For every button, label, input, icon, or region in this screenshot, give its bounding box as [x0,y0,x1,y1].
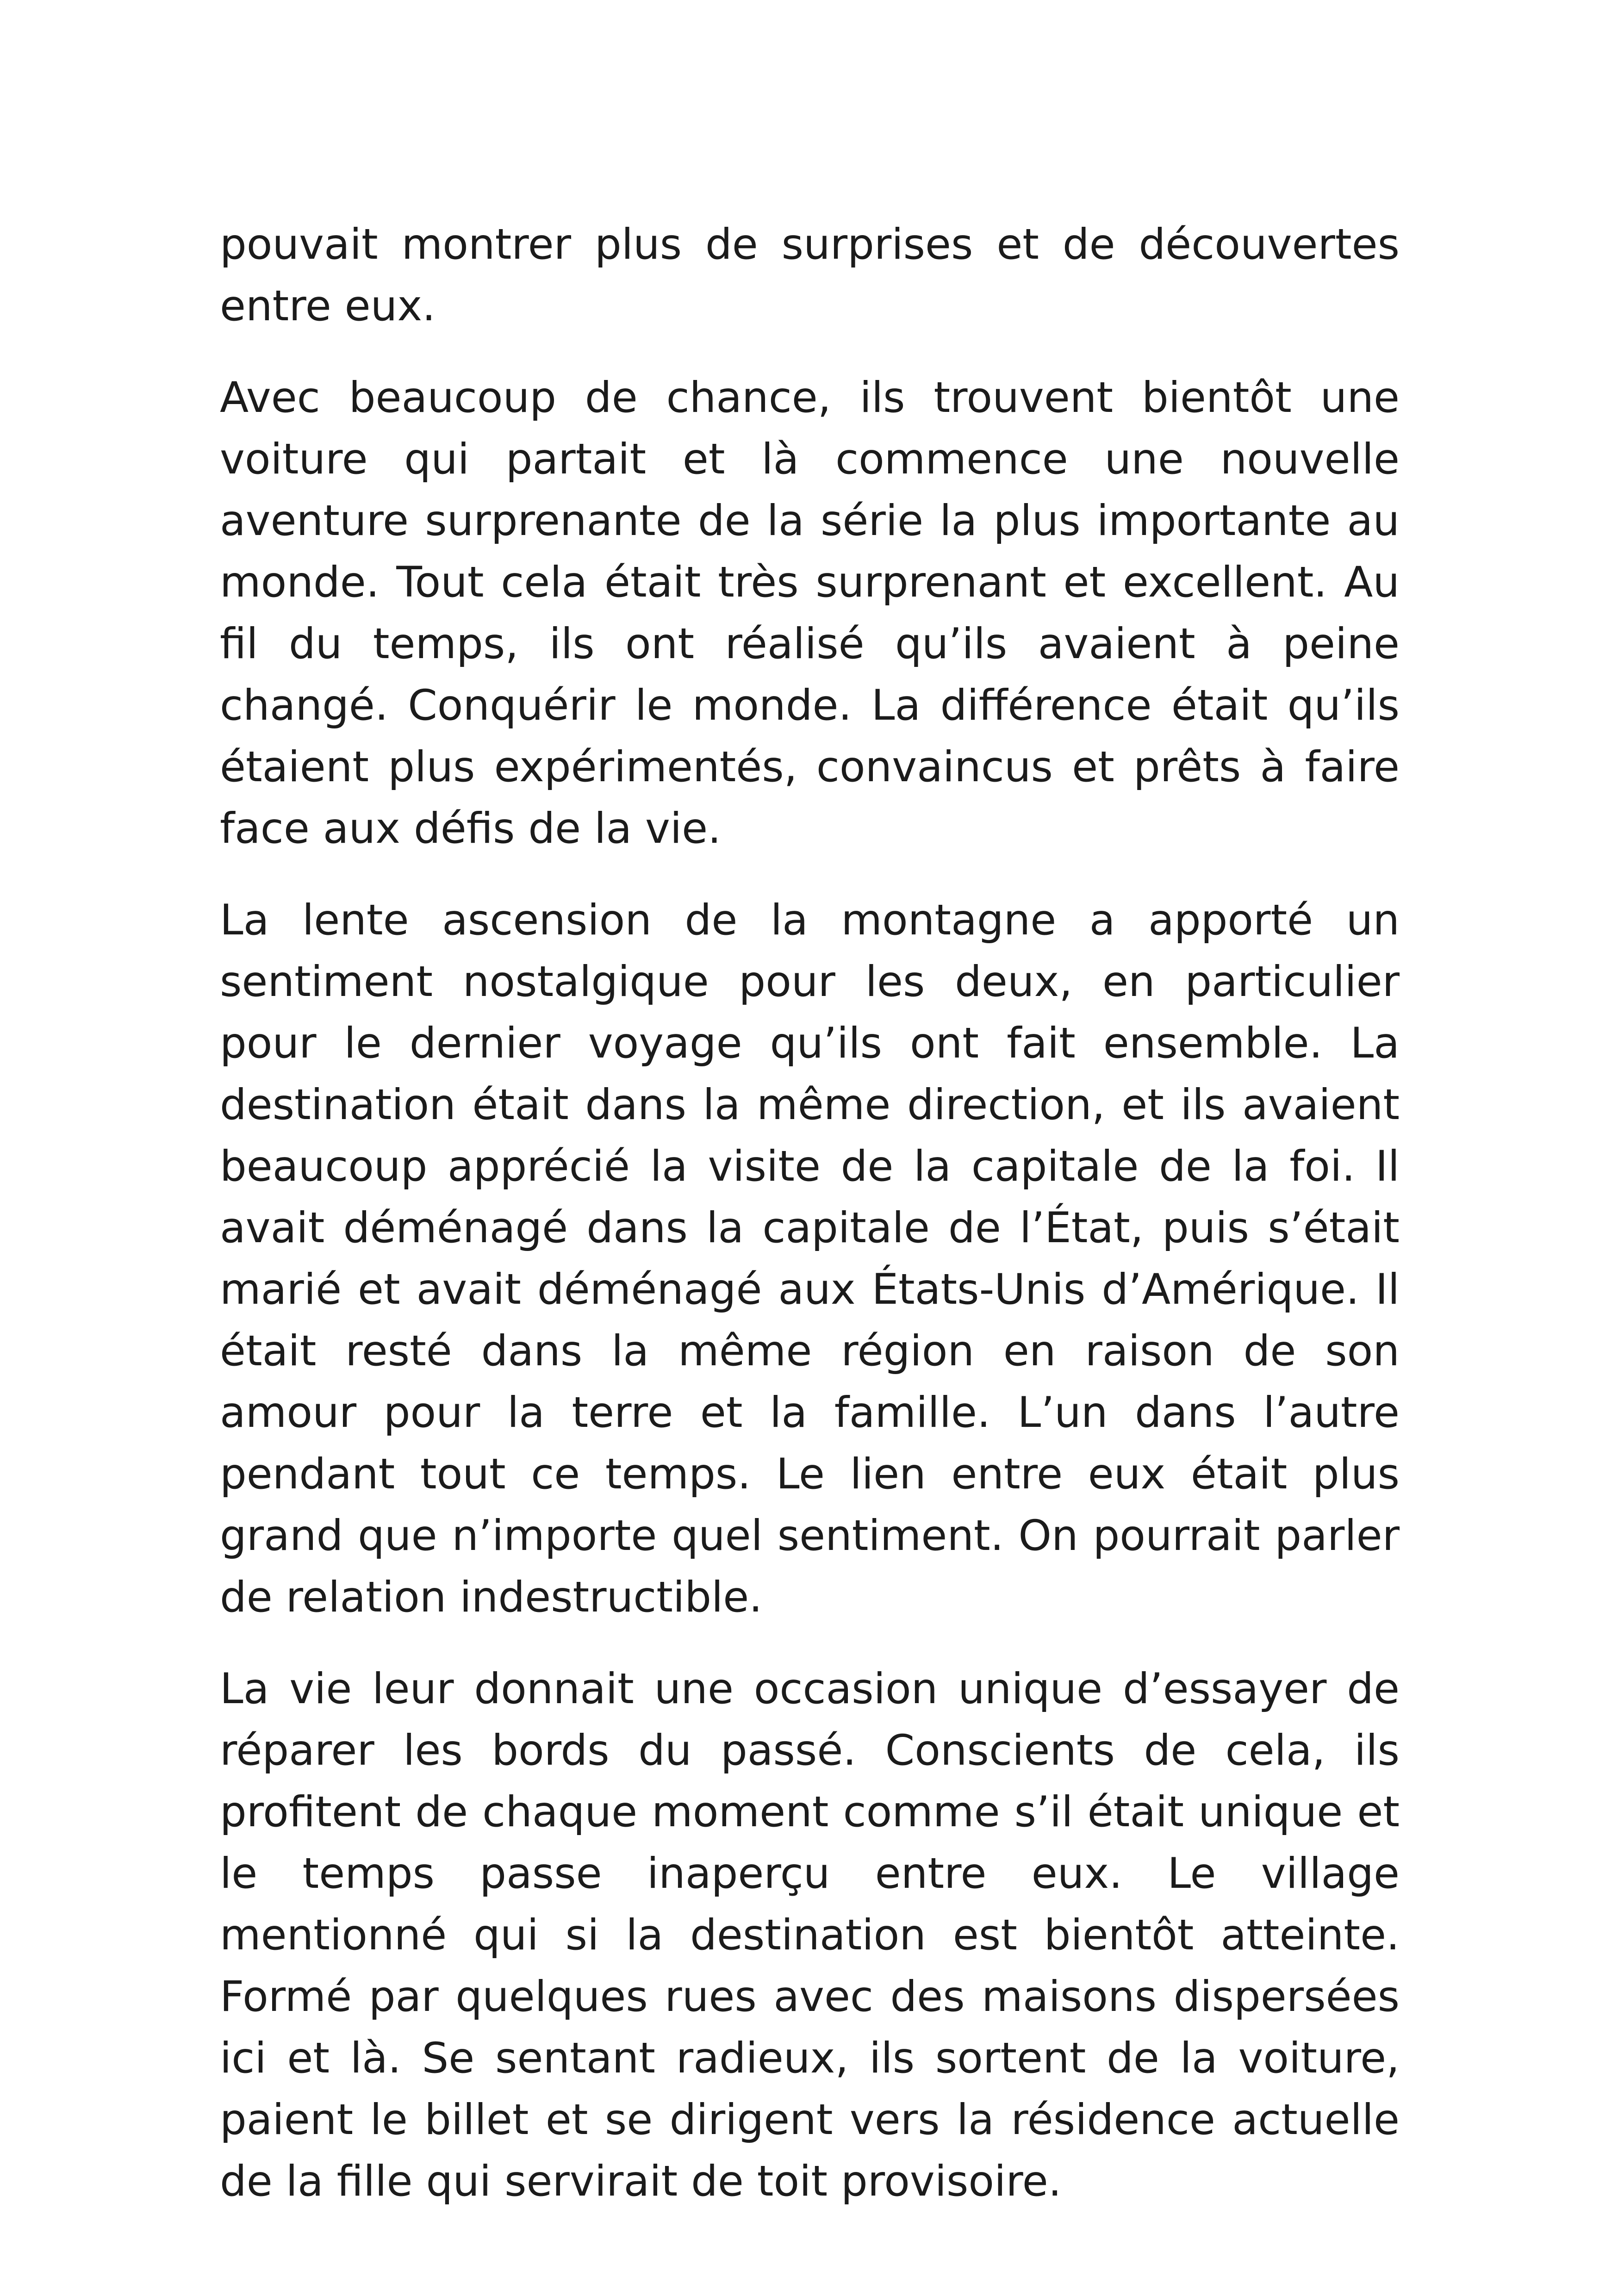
paragraph-3: La lente ascension de la montagne a apporté un sentiment nostalgique pour les deux, en particulier pour le dernier voyage qu’ils ont fait ensemble. La destination était dans la même direction, et ils avaient beaucoup apprécié la visite de la capitale de la foi. Il avait déménagé dans la capitale de l’État, puis s’était marié et avait déménagé aux États-Unis d’Amérique. Il était resté dans la même région en raison de son amour pour la terre et la famille. L’un dans l’autre pendant tout ce temps. Le lien entre eux était plus grand que n’importe quel sentiment. On pourrait parler de relation indestructible. [220,896,1400,1622]
paragraph-2: Avec beaucoup de chance, ils trouvent bientôt une voiture qui partait et là commence une nouvelle aventure surprenante de la série la plus importante au monde. Tout cela était très surprenant et excellent. Au fil du temps, ils ont réalisé qu’ils avaient à peine changé. Conquérir le monde. La différence était qu’ils étaient plus expérimentés, convaincus et prêts à faire face aux défis de la vie. [220,373,1400,853]
body-text [220,214,1400,2212]
paragraph-4: La vie leur donnait une occasion unique d’essayer de réparer les bords du passé. Conscients de cela, ils profitent de chaque moment comme s’il était unique et le temps passe inaperçu entre eux. Le village mentionné qui si la destination est bientôt atteinte. Formé par quelques rues avec des maisons dispersées ici et là. Se sentant radieux, ils sortent de la voiture, paient le billet et se dirigent vers la résidence actuelle de la fille qui servirait de toit provisoire. [220,1665,1400,2206]
paragraph-1: pouvait montrer plus de surprises et de découvertes entre eux. [220,220,1400,330]
